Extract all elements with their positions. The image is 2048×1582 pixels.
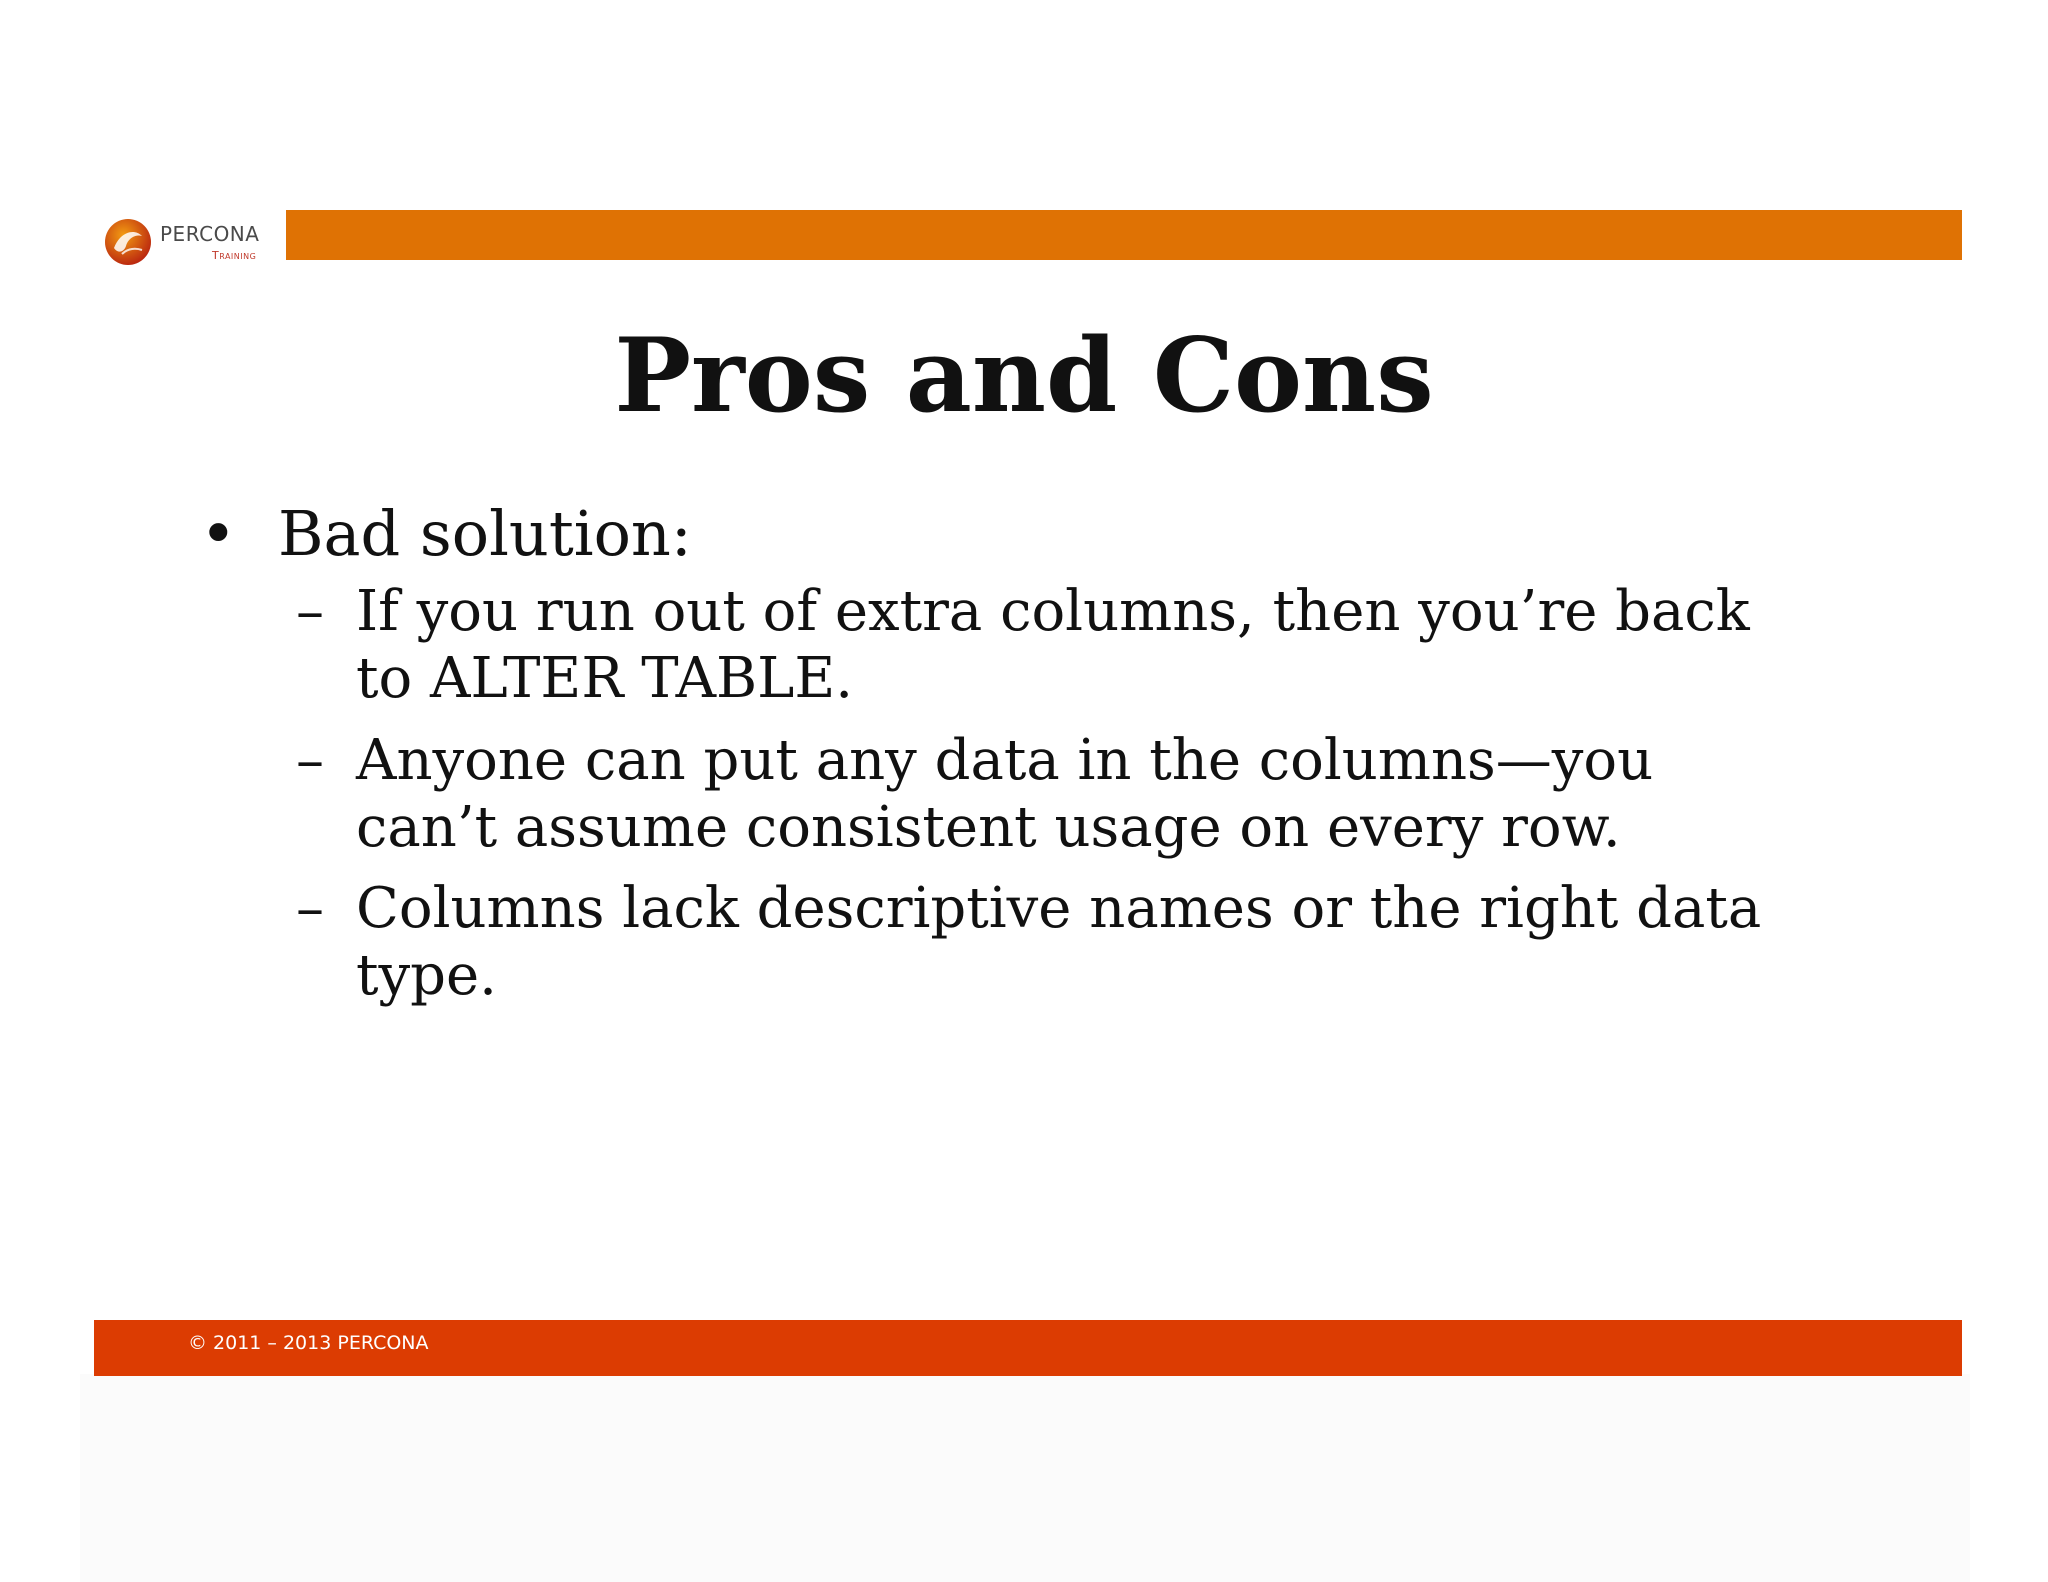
slide-content	[200, 497, 1900, 1023]
sub-bullet-text: Anyone can put any data in the columns—you can’t assume consistent usage on every row.	[356, 727, 1654, 860]
dash-marker: –	[296, 875, 324, 941]
footer-copyright: © 2011 – 2013 PERCONA	[188, 1332, 429, 1354]
dash-marker: –	[296, 579, 324, 645]
footer-bar	[94, 1320, 1962, 1376]
bottom-shade	[80, 1374, 1970, 1582]
header-bar	[286, 210, 1962, 260]
logo-name: PERCONA	[160, 222, 260, 246]
sub-bullet-text: Columns lack descriptive names or the right data type.	[356, 875, 1762, 1009]
bullet-dot: •	[200, 497, 237, 570]
sub-bullet-item	[296, 727, 1796, 861]
bullet-item	[200, 497, 1900, 570]
dash-marker: –	[296, 727, 324, 793]
sub-bullet-item	[296, 875, 1796, 1009]
logo-subtitle: Training	[212, 249, 257, 262]
slide-title: Pros and Cons	[614, 316, 1434, 436]
sub-bullet-item	[296, 578, 1796, 712]
sub-bullet-text: If you run out of extra columns, then you’re back to ALTER TABLE.	[356, 579, 1750, 712]
bullet-text: Bad solution:	[278, 497, 692, 570]
percona-logo	[104, 216, 284, 272]
percona-logo-icon	[104, 218, 152, 266]
sub-bullet-list	[296, 578, 1900, 1009]
